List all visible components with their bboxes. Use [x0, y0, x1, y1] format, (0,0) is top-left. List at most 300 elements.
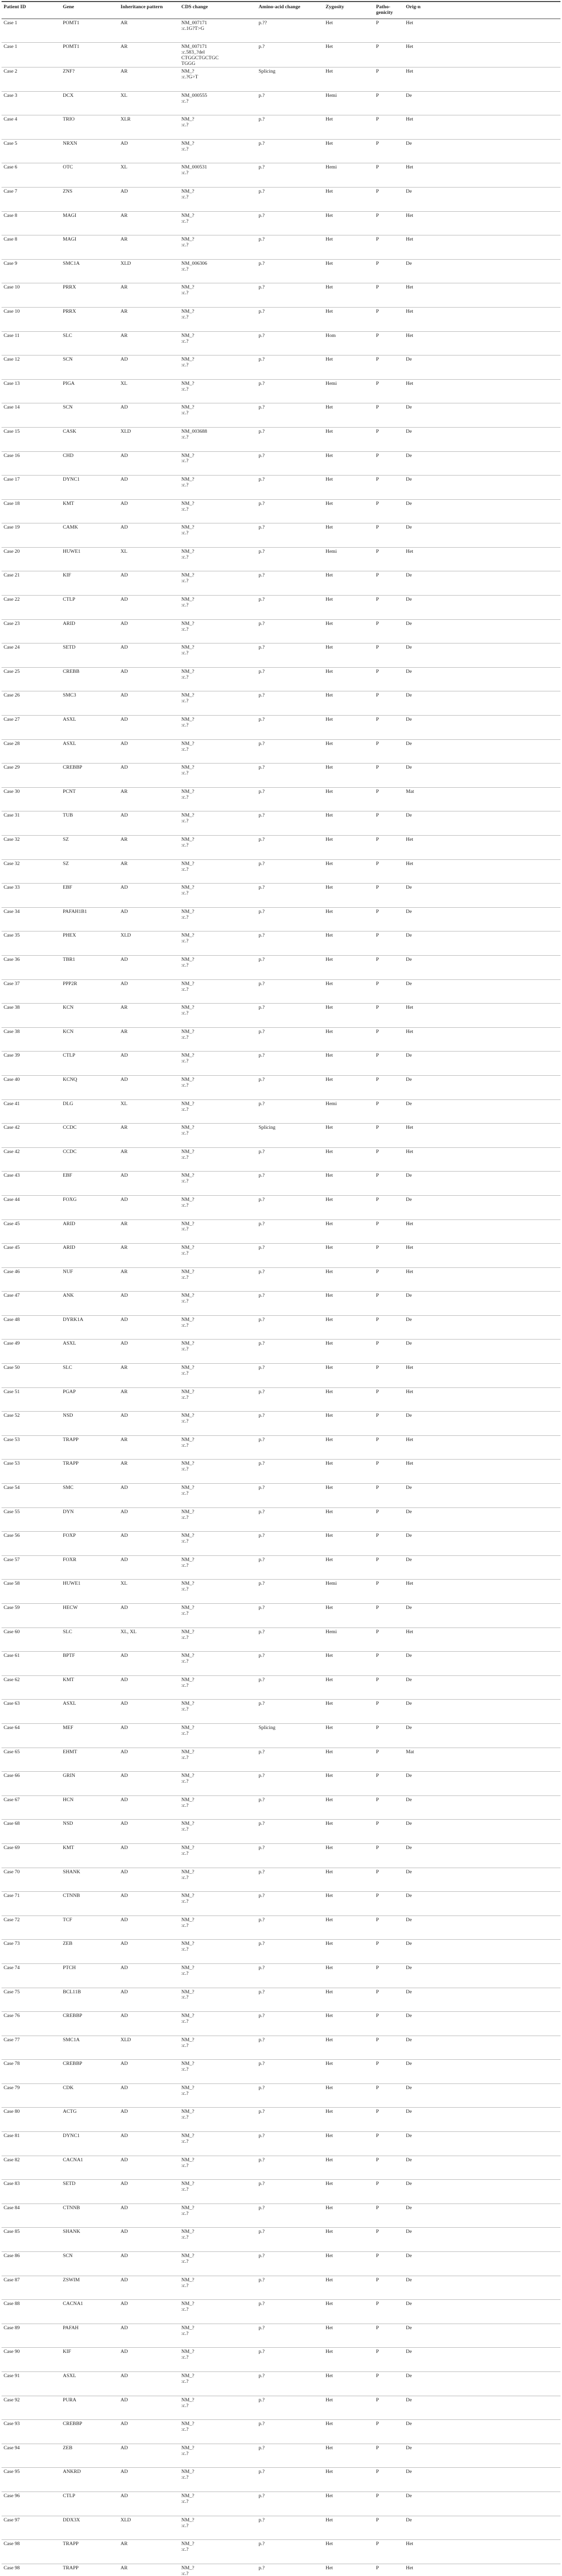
cds-change-cell: NM_? :c.? [179, 1795, 257, 1820]
gene-cell: CTNNB [61, 2204, 118, 2228]
origin-cell: De [404, 596, 560, 620]
amino-acid-cell: Splicing [257, 1723, 323, 1748]
pathogenicity-cell: P [374, 1795, 404, 1820]
patient-id-cell: Case 57 [2, 1555, 61, 1580]
table-row [2, 979, 560, 1004]
table-row [2, 1315, 560, 1340]
patient-id-cell: Case 92 [2, 2396, 61, 2420]
cds-change-cell: NM_? :c.? [179, 1027, 257, 1052]
cds-change-cell: NM_? :c.? [179, 1628, 257, 1652]
inheritance-cell: AD [118, 764, 179, 788]
origin-cell: Het [404, 1267, 560, 1292]
patient-id-cell: Case 86 [2, 2252, 61, 2276]
inheritance-cell: AR [118, 1267, 179, 1292]
pathogenicity-cell: P [374, 2180, 404, 2204]
table-row [2, 2540, 560, 2564]
inheritance-cell: AR [118, 331, 179, 355]
table-row [2, 716, 560, 740]
inheritance-cell: AD [118, 1555, 179, 1580]
cds-change-cell: NM_? :c.? [179, 691, 257, 716]
cds-change-cell: NM_? :c.? [179, 1988, 257, 2012]
gene-cell: SLC [61, 1628, 118, 1652]
origin-cell: Het [404, 307, 560, 331]
inheritance-cell: AD [118, 2372, 179, 2396]
amino-acid-cell: p.? [257, 884, 323, 908]
gene-cell: DYN [61, 1507, 118, 1532]
cds-change-cell: NM_? :c.? [179, 2180, 257, 2204]
cds-change-cell: NM_? :c.? [179, 2204, 257, 2228]
pathogenicity-cell: P [374, 2372, 404, 2396]
amino-acid-cell: p.? [257, 2180, 323, 2204]
patient-id-cell: Case 18 [2, 499, 61, 523]
zygosity-cell: Hemi [323, 1580, 374, 1604]
zygosity-cell: Het [323, 739, 374, 764]
cds-change-cell: NM_? :c.? [179, 115, 257, 140]
gene-cell: MAGI [61, 211, 118, 235]
inheritance-cell: XLD [118, 427, 179, 451]
origin-cell: De [404, 643, 560, 668]
zygosity-cell: Het [323, 43, 374, 67]
inheritance-cell: AD [118, 1723, 179, 1748]
origin-cell: Het [404, 859, 560, 884]
amino-acid-cell: p.? [257, 571, 323, 596]
cds-change-cell: NM_? :c.? [179, 2372, 257, 2396]
zygosity-cell: Hemi [323, 163, 374, 188]
pathogenicity-cell: P [374, 2468, 404, 2492]
table-row [2, 619, 560, 643]
table-row [2, 1340, 560, 1364]
patient-id-cell: Case 44 [2, 1195, 61, 1219]
table-row [2, 1628, 560, 1652]
amino-acid-cell: p.? [257, 811, 323, 836]
cds-change-cell: NM_? :c.? [179, 1748, 257, 1772]
inheritance-cell: XL [118, 163, 179, 188]
patient-id-cell: Case 47 [2, 1292, 61, 1316]
header-row [2, 2, 560, 19]
inheritance-cell: AD [118, 2300, 179, 2324]
origin-cell: De [404, 955, 560, 979]
patient-id-cell: Case 48 [2, 1315, 61, 1340]
cds-change-cell: NM_? :c.? [179, 1244, 257, 1268]
cds-change-cell: NM_? :c.? [179, 1219, 257, 1244]
patient-id-cell: Case 24 [2, 643, 61, 668]
zygosity-cell: Het [323, 1723, 374, 1748]
table-row [2, 1555, 560, 1580]
cds-change-cell: NM_? :c.? [179, 1604, 257, 1628]
cds-change-cell: NM_? :c.? [179, 1652, 257, 1676]
inheritance-cell: AD [118, 1988, 179, 2012]
table-row [2, 2564, 560, 2576]
amino-acid-cell: p.? [257, 91, 323, 115]
patient-id-cell: Case 98 [2, 2540, 61, 2564]
patient-id-cell: Case 42 [2, 1147, 61, 1172]
patient-id-cell: Case 12 [2, 355, 61, 380]
amino-acid-cell: p.? [257, 1460, 323, 1484]
amino-acid-cell: p.? [257, 1267, 323, 1292]
origin-cell: De [404, 499, 560, 523]
table-row [2, 643, 560, 668]
amino-acid-cell: p.? [257, 1652, 323, 1676]
gene-cell: CTLP [61, 1052, 118, 1076]
cds-change-cell: NM_? :c.? [179, 811, 257, 836]
table-row [2, 1099, 560, 1124]
gene-cell: SZ [61, 859, 118, 884]
zygosity-cell: Het [323, 667, 374, 691]
pathogenicity-cell: P [374, 1580, 404, 1604]
zygosity-cell: Het [323, 259, 374, 283]
amino-acid-cell: p.? [257, 307, 323, 331]
pathogenicity-cell: P [374, 1843, 404, 1868]
zygosity-cell: Het [323, 2564, 374, 2576]
table-row [2, 1219, 560, 1244]
patient-id-cell: Case 85 [2, 2228, 61, 2252]
patient-id-cell: Case 58 [2, 1580, 61, 1604]
origin-cell: De [404, 931, 560, 956]
pathogenicity-cell: P [374, 2276, 404, 2300]
patient-id-cell: Case 89 [2, 2324, 61, 2348]
gene-cell: NRXN [61, 139, 118, 163]
pathogenicity-cell: P [374, 2348, 404, 2372]
table-row [2, 691, 560, 716]
inheritance-cell: AD [118, 2324, 179, 2348]
table-row [2, 1435, 560, 1460]
amino-acid-cell: p.? [257, 2228, 323, 2252]
table-row [2, 1892, 560, 1916]
inheritance-cell: AR [118, 1147, 179, 1172]
amino-acid-cell: p.? [257, 836, 323, 860]
pathogenicity-cell: P [374, 2156, 404, 2180]
zygosity-cell: Het [323, 1315, 374, 1340]
origin-cell: Het [404, 2540, 560, 2564]
table-row [2, 403, 560, 428]
gene-cell: MEF [61, 1723, 118, 1748]
gene-cell: TCF [61, 1916, 118, 1940]
amino-acid-cell: p.? [257, 1364, 323, 1388]
patient-id-cell: Case 49 [2, 1340, 61, 1364]
origin-cell: De [404, 907, 560, 931]
gene-cell: FOXP [61, 1532, 118, 1556]
origin-cell: De [404, 571, 560, 596]
cds-change-cell: NM_? :c.?G>T [179, 67, 257, 92]
inheritance-cell: AD [118, 2083, 179, 2108]
zygosity-cell: Het [323, 139, 374, 163]
amino-acid-cell: p.? [257, 1052, 323, 1076]
gene-cell: CACNA1 [61, 2300, 118, 2324]
gene-cell: KMT [61, 1843, 118, 1868]
table-row [2, 1843, 560, 1868]
gene-cell: CACNA1 [61, 2156, 118, 2180]
cds-change-cell: NM_? :c.? [179, 2156, 257, 2180]
cds-change-cell: NM_? :c.? [179, 2132, 257, 2156]
table-row [2, 427, 560, 451]
origin-cell: De [404, 476, 560, 500]
gene-cell: HECW [61, 1604, 118, 1628]
cds-change-cell: NM_? :c.? [179, 596, 257, 620]
pathogenicity-cell: P [374, 1772, 404, 1796]
pathogenicity-cell: P [374, 547, 404, 571]
pathogenicity-cell: P [374, 2083, 404, 2108]
gene-cell: ARID [61, 1244, 118, 1268]
origin-cell: De [404, 2228, 560, 2252]
patient-id-cell: Case 22 [2, 596, 61, 620]
gene-cell: CTLP [61, 596, 118, 620]
amino-acid-cell: p.? [257, 2156, 323, 2180]
patient-id-cell: Case 2 [2, 67, 61, 92]
cds-change-cell: NM_? :c.? [179, 1723, 257, 1748]
patient-id-cell: Case 51 [2, 1387, 61, 1412]
pathogenicity-cell: P [374, 1292, 404, 1316]
origin-cell: De [404, 2180, 560, 2204]
pathogenicity-cell: P [374, 19, 404, 43]
amino-acid-cell: p.? [257, 716, 323, 740]
pathogenicity-cell: P [374, 619, 404, 643]
amino-acid-cell: p.? [257, 1772, 323, 1796]
patient-id-cell: Case 78 [2, 2060, 61, 2084]
amino-acid-cell: p.? [257, 523, 323, 548]
patient-id-cell: Case 28 [2, 739, 61, 764]
gene-cell: POMT1 [61, 43, 118, 67]
amino-acid-cell: p.? [257, 1507, 323, 1532]
inheritance-cell: AD [118, 2060, 179, 2084]
inheritance-cell: AD [118, 979, 179, 1004]
amino-acid-cell: p.? [257, 1675, 323, 1700]
patient-id-cell: Case 63 [2, 1700, 61, 1724]
inheritance-cell: AD [118, 596, 179, 620]
table-row [2, 1172, 560, 1196]
inheritance-cell: XL, XL [118, 1628, 179, 1652]
patient-id-cell: Case 9 [2, 259, 61, 283]
inheritance-cell: AD [118, 571, 179, 596]
inheritance-cell: AR [118, 1219, 179, 1244]
origin-cell: Het [404, 1147, 560, 1172]
origin-cell: Mat [404, 787, 560, 811]
gene-cell: CTLP [61, 2492, 118, 2516]
origin-cell: De [404, 259, 560, 283]
gene-header: Gene [61, 2, 118, 19]
zygosity-cell: Het [323, 355, 374, 380]
amino-acid-cell: p.? [257, 1219, 323, 1244]
patient-id-cell: Case 45 [2, 1219, 61, 1244]
gene-cell: CHD [61, 451, 118, 476]
gene-cell: KCN [61, 1027, 118, 1052]
amino-acid-cell: p.? [257, 1820, 323, 1844]
cds-change-cell: NM_? :c.? [179, 2060, 257, 2084]
gene-cell: TRIO [61, 115, 118, 140]
inheritance-cell: AD [118, 1795, 179, 1820]
inheritance-cell: AR [118, 836, 179, 860]
table-row [2, 931, 560, 956]
patient-id-cell: Case 74 [2, 1963, 61, 1988]
zygosity-cell: Het [323, 1652, 374, 1676]
amino-acid-cell: p.? [257, 2276, 323, 2300]
zygosity-cell: Het [323, 1555, 374, 1580]
cds-change-cell: NM_? :c.? [179, 2036, 257, 2060]
inheritance-cell: AD [118, 1075, 179, 1099]
table-row [2, 115, 560, 140]
amino-acid-cell: p.? [257, 2036, 323, 2060]
zygosity-cell: Het [323, 523, 374, 548]
gene-cell: CAMK [61, 523, 118, 548]
pathogenicity-cell: P [374, 1267, 404, 1292]
amino-acid-cell: p.? [257, 2252, 323, 2276]
amino-acid-cell: p.? [257, 211, 323, 235]
inheritance-cell: AD [118, 1172, 179, 1196]
amino-acid-cell: p.? [257, 1195, 323, 1219]
patient-id-cell: Case 38 [2, 1027, 61, 1052]
zygosity-cell: Het [323, 1892, 374, 1916]
patient-id-header: Patient ID [2, 2, 61, 19]
table-row [2, 1700, 560, 1724]
cds-change-cell: NM_? :c.? [179, 1315, 257, 1340]
origin-cell: De [404, 1795, 560, 1820]
table-row [2, 2204, 560, 2228]
inheritance-cell: AD [118, 1484, 179, 1508]
origin-cell: Het [404, 1387, 560, 1412]
pathogenicity-cell: P [374, 1315, 404, 1340]
patient-id-cell: Case 95 [2, 2468, 61, 2492]
cds-change-cell: NM_? :c.? [179, 1099, 257, 1124]
amino-acid-cell: p.? [257, 139, 323, 163]
patient-id-cell: Case 40 [2, 1075, 61, 1099]
pathogenicity-header: Patho-genicity [374, 2, 404, 19]
table-row [2, 283, 560, 308]
table-row [2, 859, 560, 884]
gene-cell: DLG [61, 1099, 118, 1124]
gene-cell: DYRK1A [61, 1315, 118, 1340]
pathogenicity-cell: P [374, 1364, 404, 1388]
amino-acid-cell: p.? [257, 187, 323, 211]
cds-change-cell: NM_007171 :c.1G?T>G [179, 19, 257, 43]
origin-cell: Het [404, 43, 560, 67]
inheritance-cell: AD [118, 1748, 179, 1772]
zygosity-cell: Het [323, 907, 374, 931]
zygosity-cell: Het [323, 19, 374, 43]
origin-cell: De [404, 1315, 560, 1340]
zygosity-cell: Het [323, 1244, 374, 1268]
cds-change-cell: NM_? :c.? [179, 1460, 257, 1484]
gene-cell: TRAPP [61, 1460, 118, 1484]
zygosity-cell: Het [323, 1195, 374, 1219]
origin-cell: De [404, 2108, 560, 2132]
patient-id-cell: Case 1 [2, 19, 61, 43]
pathogenicity-cell: P [374, 403, 404, 428]
cds-change-cell: NM_? :c.? [179, 2540, 257, 2564]
gene-cell: TRAPP [61, 1435, 118, 1460]
pathogenicity-cell: P [374, 1027, 404, 1052]
amino-acid-cell: p.? [257, 1412, 323, 1436]
cds-change-cell: NM_? :c.? [179, 2564, 257, 2576]
inheritance-cell: XL [118, 547, 179, 571]
amino-acid-cell: p.? [257, 2564, 323, 2576]
pathogenicity-cell: P [374, 1748, 404, 1772]
pathogenicity-cell: P [374, 2060, 404, 2084]
gene-cell: ASXL [61, 716, 118, 740]
pathogenicity-cell: P [374, 2324, 404, 2348]
amino-acid-cell: p.? [257, 403, 323, 428]
inheritance-cell: AD [118, 451, 179, 476]
origin-cell: Het [404, 836, 560, 860]
gene-cell: NUF [61, 1267, 118, 1292]
amino-acid-cell: p.? [257, 1027, 323, 1052]
gene-cell: SCN [61, 403, 118, 428]
table-row [2, 67, 560, 92]
table-row [2, 379, 560, 403]
origin-cell: De [404, 2468, 560, 2492]
cds-change-cell: NM_? :c.? [179, 331, 257, 355]
table-row [2, 2276, 560, 2300]
cds-change-cell: NM_? :c.? [179, 403, 257, 428]
inheritance-cell: AD [118, 1340, 179, 1364]
amino-acid-cell: p.? [257, 283, 323, 308]
pathogenicity-cell: P [374, 1988, 404, 2012]
zygosity-cell: Het [323, 811, 374, 836]
gene-cell: PHEX [61, 931, 118, 956]
patient-id-cell: Case 10 [2, 307, 61, 331]
origin-cell: De [404, 1604, 560, 1628]
origin-cell: Het [404, 163, 560, 188]
pathogenicity-cell: P [374, 211, 404, 235]
amino-acid-cell: p.? [257, 907, 323, 931]
inheritance-cell: AR [118, 211, 179, 235]
table-row [2, 19, 560, 43]
cds-change-cell: NM_? :c.? [179, 955, 257, 979]
origin-cell: Het [404, 67, 560, 92]
table-row [2, 2300, 560, 2324]
cds-change-cell: NM_? :c.? [179, 2516, 257, 2540]
zygosity-cell: Het [323, 1843, 374, 1868]
cds-change-cell: NM_? :c.? [179, 2420, 257, 2444]
table-row [2, 2108, 560, 2132]
cds-change-header: CDS change [179, 2, 257, 19]
origin-cell: De [404, 1940, 560, 1964]
cds-change-cell: NM_? :c.? [179, 235, 257, 260]
pathogenicity-cell: P [374, 1484, 404, 1508]
gene-cell: SMC [61, 1484, 118, 1508]
amino-acid-cell: p.? [257, 1244, 323, 1268]
zygosity-cell: Het [323, 2300, 374, 2324]
table-row [2, 2396, 560, 2420]
amino-acid-cell: p.? [257, 1868, 323, 1892]
inheritance-cell: AR [118, 1124, 179, 1148]
patient-id-cell: Case 88 [2, 2300, 61, 2324]
pathogenicity-cell: P [374, 2252, 404, 2276]
table-row [2, 1940, 560, 1964]
gene-cell: PTCH [61, 1963, 118, 1988]
pathogenicity-cell: P [374, 1004, 404, 1028]
origin-cell: Het [404, 1219, 560, 1244]
amino-acid-cell: Splicing [257, 67, 323, 92]
inheritance-cell: AD [118, 1772, 179, 1796]
inheritance-cell: AD [118, 139, 179, 163]
origin-cell: De [404, 1700, 560, 1724]
zygosity-cell: Het [323, 2180, 374, 2204]
inheritance-cell: AR [118, 1460, 179, 1484]
table-row [2, 2516, 560, 2540]
table-row [2, 739, 560, 764]
cds-change-cell: NM_? :c.? [179, 571, 257, 596]
gene-cell: ZEB [61, 1940, 118, 1964]
pathogenicity-cell: P [374, 259, 404, 283]
zygosity-cell: Het [323, 2132, 374, 2156]
origin-cell: Het [404, 1580, 560, 1604]
cds-change-cell: NM_? :c.? [179, 2012, 257, 2036]
gene-cell: PAFAH [61, 2324, 118, 2348]
amino-acid-cell: p.? [257, 2516, 323, 2540]
pathogenicity-cell: P [374, 691, 404, 716]
gene-cell: ASXL [61, 2372, 118, 2396]
gene-cell: CASK [61, 427, 118, 451]
zygosity-cell: Het [323, 1940, 374, 1964]
